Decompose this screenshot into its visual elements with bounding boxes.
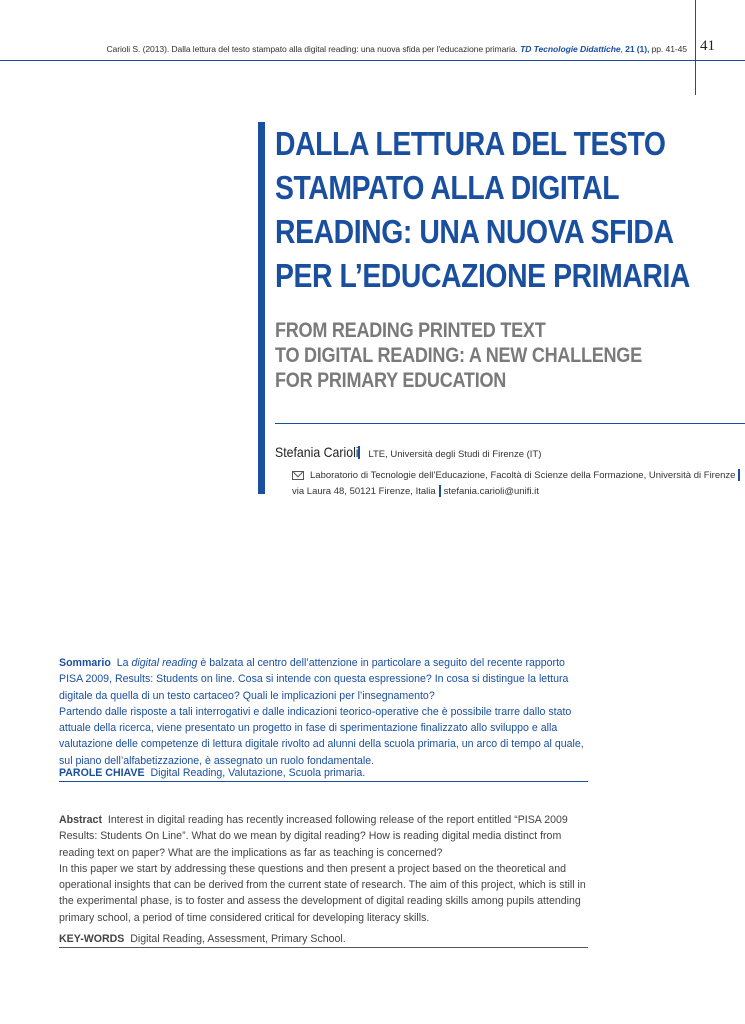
parole-chiave <box>59 767 588 782</box>
title-line: READING: UNA NUOVA SFIDA <box>275 213 674 250</box>
author-affiliation: LTE, Università degli Studi di Firenze (IT) <box>368 449 542 460</box>
sommario-text-1: è balzata al centro dell’attenzione in particolare a seguito del recente rapporto PISA 2009, Results: Students on line. Cosa si intende con questa espressione? In cosa si distingue la lettura digitale da quella di un testo cartaceo? Quali le implicazioni per l’insegnamento? <box>59 657 569 702</box>
sommario-label: Sommario <box>59 657 111 669</box>
header-citation: Carioli S. (2013). Dalla lettura del testo stampato alla digital reading: una nuova sfida per l'educazione primaria. TD Tecnologie Didattiche, 21 (1), pp. 41-45 <box>106 44 687 54</box>
abstract-text-1: Interest in digital reading has recently increased following release of the report entitled “PISA 2009 Results: Students On Line”. What do we mean by digital reading? How is reading digital media distinct from reading text on paper? What are the implications as far as teaching is concerned? <box>59 814 568 859</box>
title-accent-bar <box>258 122 265 494</box>
parole-chiave-text: Digital Reading, Valutazione, Scuola primaria. <box>150 767 366 779</box>
journal-name: TD Tecnologie Didattiche <box>520 44 621 54</box>
page-number: 41 <box>700 38 715 54</box>
separator <box>439 485 441 497</box>
envelope-icon <box>292 471 304 480</box>
subtitle-line: TO DIGITAL READING: A NEW CHALLENGE <box>275 344 642 367</box>
sommario-italic: digital reading <box>131 657 198 669</box>
header-vertical-rule <box>695 0 696 95</box>
separator <box>738 469 740 481</box>
key-words-label: KEY-WORDS <box>59 933 125 945</box>
author-name: Stefania Carioli <box>275 444 359 460</box>
abstract-paragraph <box>59 812 589 926</box>
subtitle-line: FROM READING PRINTED TEXT <box>275 319 546 342</box>
author-email[interactable]: stefania.carioli@unifi.it <box>443 486 539 497</box>
address-line-2: via Laura 48, 50121 Firenze, Italia <box>292 486 436 497</box>
article-title <box>275 122 690 298</box>
address-block <box>292 468 743 500</box>
key-words-text: Digital Reading, Assessment, Primary School. <box>130 933 346 945</box>
title-line: STAMPATO ALLA DIGITAL <box>275 169 620 206</box>
key-words <box>59 933 588 948</box>
title-line: DALLA LETTURA DEL TESTO <box>275 125 666 162</box>
address-line-1: Laboratorio di Tecnologie dell’Educazione, Facoltà di Scienze della Formazione, Università di Firenze <box>310 470 736 481</box>
title-rule <box>275 423 745 424</box>
sommario-paragraph <box>59 655 589 769</box>
abstract-text-2: In this paper we start by addressing these questions and then present a project based on the theoretical and operational insights that can be derived from the current state of research. The aim of this project, which is still in the experimental phase, is to foster and assess the development of digital reading skills among pupils attending primary school, a period of time considered critical for developing literacy skills. <box>59 862 586 924</box>
article-title-english <box>275 318 662 393</box>
sommario-text-2: Partendo dalle risposte a tali interrogativi e dalle indicazioni teorico-operative che è possibile trarre dallo stato attuale della ricerca, viene presentato un progetto in fase di sperimentazione finalizzato allo sviluppo e alla valutazione delle competenze di lettura digitale rivolto ad alunni della scuola primaria, un arco di tempo al quale, sul piano dell’alfabetizzazione, è assegnato un ruolo fondamentale. <box>59 705 584 767</box>
subtitle-line: FOR PRIMARY EDUCATION <box>275 369 507 392</box>
journal-pages: pp. 41-45 <box>651 44 687 54</box>
abstract-label: Abstract <box>59 814 102 826</box>
author-block <box>275 444 541 462</box>
journal-volume: 21 (1), <box>625 44 650 54</box>
sommario-pre: La <box>116 657 129 669</box>
parole-chiave-label: PAROLE CHIAVE <box>59 767 145 779</box>
title-line: PER L’EDUCAZIONE PRIMARIA <box>275 257 690 294</box>
citation-text: Carioli S. (2013). Dalla lettura del testo stampato alla digital reading: una nuova sfida per l'educazione primaria. <box>106 44 518 54</box>
header-rule <box>0 60 745 61</box>
